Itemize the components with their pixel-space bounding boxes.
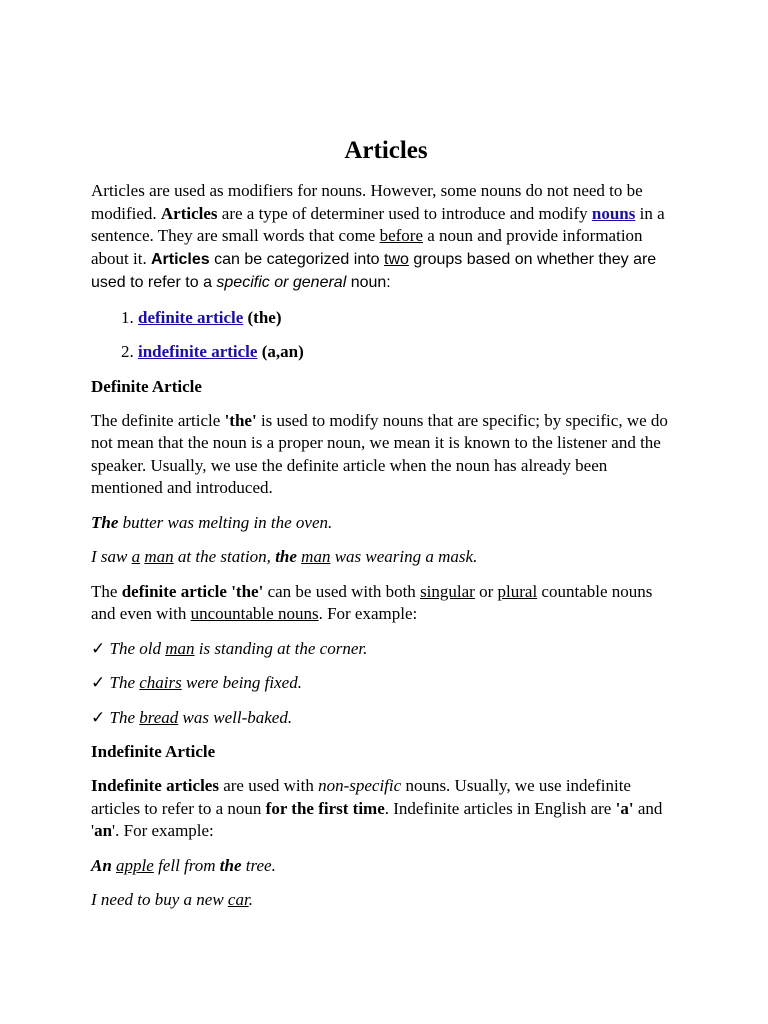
text: countable nouns and even with	[91, 581, 653, 623]
text: butter was melting in the oven.	[118, 512, 333, 532]
definite-usage-paragraph	[91, 581, 681, 626]
bold-text: an	[94, 821, 113, 840]
text: The	[109, 707, 140, 727]
underlined-text: man	[165, 638, 195, 658]
definite-article-heading: Definite Article	[91, 376, 202, 396]
definite-paragraph	[91, 410, 681, 500]
text: were being fixed.	[181, 673, 302, 692]
example-sentence	[91, 889, 681, 912]
indefinite-article-heading: Indefinite Article	[91, 742, 216, 761]
text: is standing at the corner.	[194, 638, 368, 658]
check-icon: ✓	[91, 673, 110, 692]
text: . For example:	[318, 604, 418, 623]
underlined-text: man	[301, 547, 331, 566]
check-example	[91, 638, 681, 661]
text: The definite article	[91, 410, 225, 430]
indefinite-article-link[interactable]: indefinite article	[138, 342, 258, 361]
text: groups based on whether they are used to refer to a	[91, 250, 657, 291]
example-sentence	[91, 855, 681, 878]
text: are a type of determiner used to introduce and modify	[217, 203, 592, 223]
underlined-text: before	[379, 226, 424, 245]
bold-text: the	[219, 855, 242, 875]
italic-text: specific or general	[216, 274, 347, 291]
underlined-text: two	[384, 250, 409, 268]
text: fell from	[153, 855, 220, 875]
intro-paragraph	[91, 180, 681, 295]
indefinite-paragraph	[91, 775, 681, 843]
underlined-text: car	[227, 890, 249, 909]
text: I saw	[91, 547, 132, 566]
list-item	[138, 341, 681, 364]
underlined-text: singular	[420, 581, 475, 601]
page-title: Articles	[344, 137, 428, 164]
underlined-text: chairs	[139, 673, 182, 692]
text: The	[109, 673, 140, 692]
text: Articles are used as modifiers for nouns. However, some nouns do not need to be modified.	[91, 181, 643, 223]
text: was wearing a mask.	[330, 547, 478, 566]
bold-text: 'the'	[224, 410, 257, 430]
text: was well-baked.	[178, 707, 293, 727]
underlined-text: man	[144, 547, 174, 566]
text: The old	[109, 638, 166, 658]
bold-text: definite article 'the'	[121, 581, 264, 601]
article-types-list	[91, 307, 681, 364]
check-icon: ✓	[91, 638, 110, 658]
example-sentence	[91, 546, 681, 569]
bold-text: Articles	[150, 250, 210, 268]
check-example	[91, 672, 681, 695]
bold-text: Indefinite articles	[91, 776, 219, 795]
text: .	[248, 890, 253, 909]
bold-text: for the first time	[265, 798, 385, 818]
bold-text: Articles	[160, 203, 218, 223]
text: '. For example:	[112, 821, 214, 840]
underlined-text: a	[131, 547, 141, 566]
check-icon: ✓	[91, 707, 110, 727]
underlined-text: apple	[116, 855, 154, 875]
italic-text: non-specific	[318, 776, 402, 795]
document-page	[91, 136, 681, 924]
text: a noun and provide information about it.	[91, 226, 643, 268]
bold-text: The	[91, 512, 119, 532]
text: or	[474, 581, 498, 601]
text: nouns. Usually, we use indefinite articles to refer to a noun	[91, 776, 631, 818]
example-sentence	[91, 512, 681, 535]
text: . Indefinite articles in English are	[384, 798, 616, 818]
list-item-suffix: (a,an)	[257, 342, 304, 361]
definite-article-link[interactable]: definite article	[138, 307, 244, 327]
text: are used with	[218, 776, 319, 795]
bold-text: 'a'	[615, 798, 634, 818]
bold-text: An	[91, 855, 112, 875]
text: The	[91, 581, 122, 601]
nouns-link[interactable]: nouns	[591, 203, 636, 223]
text: is used to modify nouns that are specific; by specific, we do not mean that the noun is a proper noun, we mean it is known to the listener and the speaker. Usually, we use the definite article when the noun has already been mentioned and introduced.	[91, 410, 668, 497]
check-example	[91, 707, 681, 730]
underlined-text: uncountable nouns	[190, 604, 319, 623]
underlined-text: bread	[139, 707, 179, 727]
text: tree.	[241, 855, 276, 875]
bold-text: the	[275, 547, 297, 566]
text: in a sentence. They are small words that come	[91, 203, 665, 245]
text: and '	[91, 798, 663, 840]
list-item-suffix: (the)	[243, 307, 282, 327]
text: at the station,	[173, 547, 276, 566]
text: can be used with both	[263, 581, 421, 601]
text: can be categorized into	[209, 250, 385, 268]
underlined-text: plural	[497, 581, 538, 601]
list-item	[138, 307, 681, 330]
text: I need to buy a new	[91, 890, 228, 909]
text: noun:	[346, 274, 391, 291]
